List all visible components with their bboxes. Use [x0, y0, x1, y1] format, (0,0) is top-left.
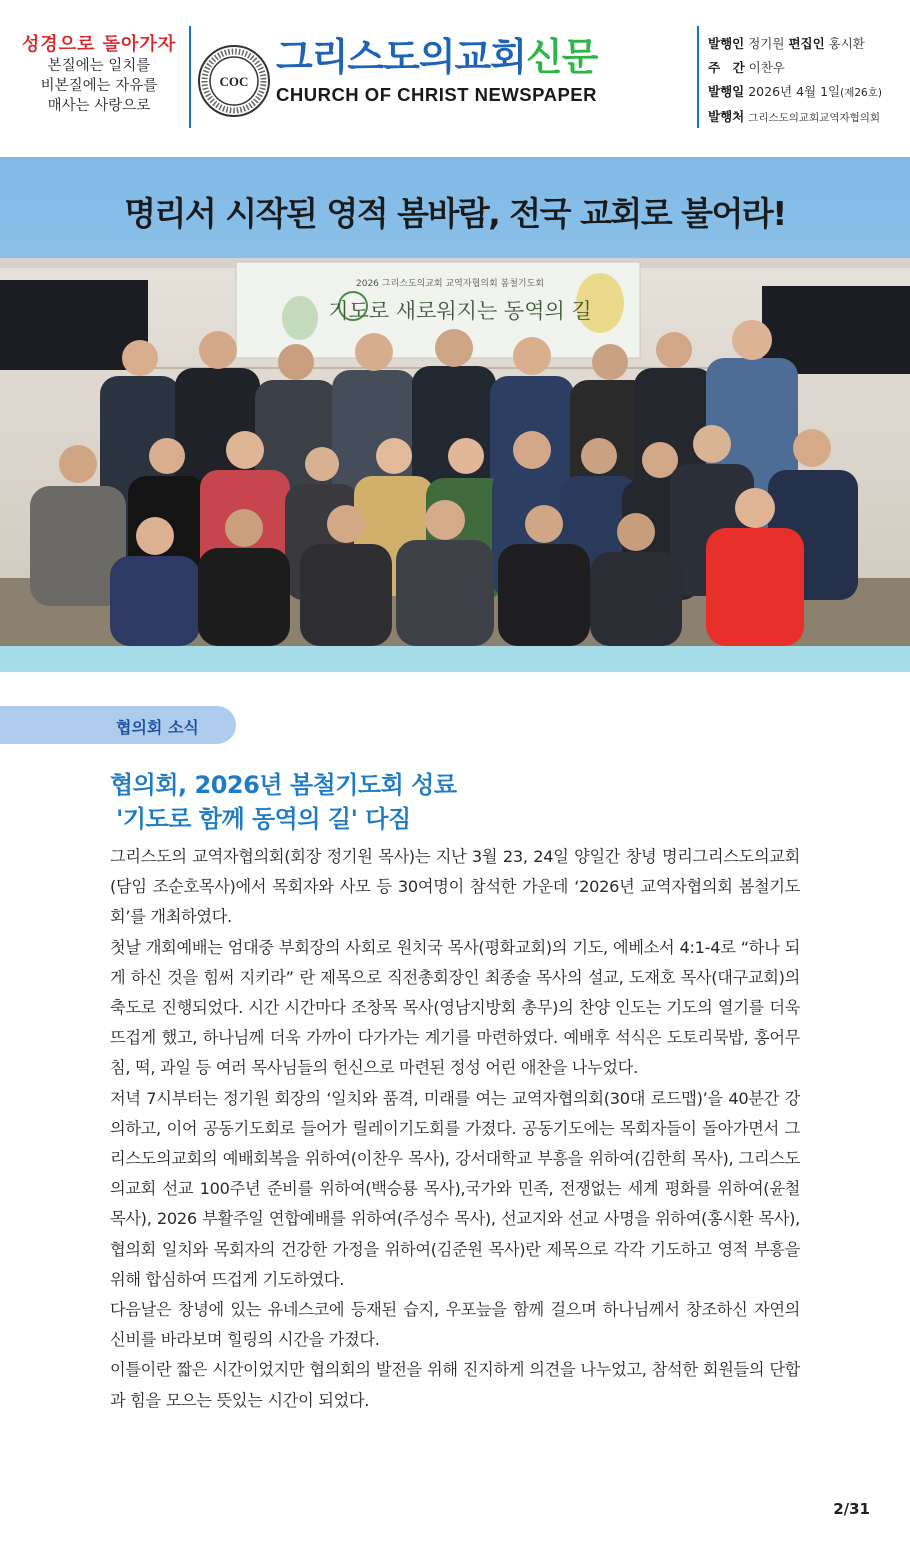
motto-line: 매사는 사랑으로	[47, 98, 151, 114]
title-english: CHURCH OF CHRIST NEWSPAPER	[276, 84, 597, 105]
info-org-row: 발행처 그리스도의교회교역자협의회	[708, 109, 881, 124]
logo-text: COC	[219, 74, 249, 89]
info-date-row: 발행일 2026년 4월 1일(제26호)	[708, 84, 882, 99]
info-publisher-row: 발행인 정기원 편집인 홍시환	[708, 36, 865, 51]
motto-line: 본질에는 일치를	[47, 58, 151, 74]
article-paragraph: 다음날은 창녕에 있는 유네스코에 등재된 습지, 우포늪을 함께 걸으며 하나님께서 창조하신 자연의 신비를 바라보며 힐링의 시간을 가졌다.	[110, 1300, 800, 1350]
group-photo	[0, 258, 910, 646]
publication-info	[708, 32, 908, 130]
church-of-christ-seal-logo	[197, 44, 271, 118]
article-paragraph: 저녁 7시부터는 정기원 회장의 ‘일치와 품격, 미래를 여는 교역자협의회(30대 로드맵)’을 40분간 강의하고, 이어 공동기도회로 들어가 릴레이기도회를 가졌다. 공동기도에는 목회자들이 돌아가면서 그리스도의교회의 예배회복을 위하여(이찬우 목사), 강서대학교 부흥을 위하여(김한희 목사), 그리스도의교회 선교 100주년 준비를 위하여(백승룡 목사),국가와 민족, 전쟁없는 세계 평화를 위하여(윤철 목사), 2026 부활주일 연합예배를 위하여(주성수 목사), 선교지와 선교 사명을 위하여(홍시환 목사),협의회 일치와 목회자의 건강한 가정을 위하여(김준원 목사)란 제목으로 각각 기도하고 영적 부흥을 위해 합심하여 뜨겁게 기도하였다.	[110, 1088, 800, 1289]
title-main: 그리스도의교회	[276, 35, 526, 79]
divider-line	[189, 26, 191, 128]
headline: 명리서 시작된 영적 봄바람, 전국 교회로 불어라!	[124, 194, 786, 233]
article-title	[110, 768, 810, 836]
page-number: 2/31	[833, 1500, 870, 1518]
article-paragraph: 첫날 개회예배는 엄대중 부회장의 사회로 원치국 목사(평화교회)의 기도, 에베소서 4:1-4로 “하나 되게 하신 것을 힘써 지키라” 란 제목으로 직전총회장인 최종술 목사의 설교, 도재호 목사(대구교회)의 축도로 진행되었다. 시간 시간마다 조창목 목사(영남지방회 총무)의 찬양 인도는 기도의 열기를 더욱 뜨겁게 했고, 하나님께 더욱 가까이 다가가는 계기를 마련하였다. 예배후 석식은 도토리묵밥, 홍어무침, 떡, 과일 등 여러 목사님들의 헌신으로 마련된 정성 어린 애찬을 나누었다.	[110, 937, 800, 1078]
motto-title: 성경으로 돌아가자	[21, 34, 177, 55]
article-title-line: '기도로 함께 동역의 길' 다짐	[116, 805, 411, 833]
title-accent: 신문	[525, 35, 598, 79]
banner-title: 기도로 새로워지는 동역의 길	[328, 299, 592, 323]
newspaper-title	[276, 34, 691, 106]
info-chief-row: 주 간 이찬우	[708, 60, 785, 75]
article-body	[110, 842, 800, 1416]
title-korean	[276, 34, 691, 80]
section-label	[0, 706, 236, 744]
leaf-decoration-icon	[282, 296, 318, 340]
article-title-line: 협의회, 2026년 봄철기도회 성료	[110, 771, 457, 799]
section-label-text: 협의회 소식	[116, 718, 199, 737]
divider-line	[697, 26, 699, 128]
masthead	[0, 0, 910, 150]
banner-subtitle: 2026 그리스도의교회 교역자협의회 봄철기도회	[356, 279, 544, 289]
motto	[14, 30, 184, 116]
motto-line: 비본질에는 자유를	[40, 78, 158, 94]
article-paragraph: 이틀이란 짧은 시간이었지만 협의회의 발전을 위해 진지하게 의견을 나누었고, 참석한 회원들의 단합과 힘을 모으는 뜻있는 시간이 되었다.	[110, 1360, 800, 1410]
article-paragraph: 그리스도의 교역자협의회(회장 정기원 목사)는 지난 3월 23, 24일 양일간 창녕 명리그리스도의교회(담임 조순호목사)에서 목회자와 사모 등 30여명이 참석한 가운데 ‘2026년 교역자협의회 봄철기도회’를 개최하였다.	[110, 847, 800, 927]
